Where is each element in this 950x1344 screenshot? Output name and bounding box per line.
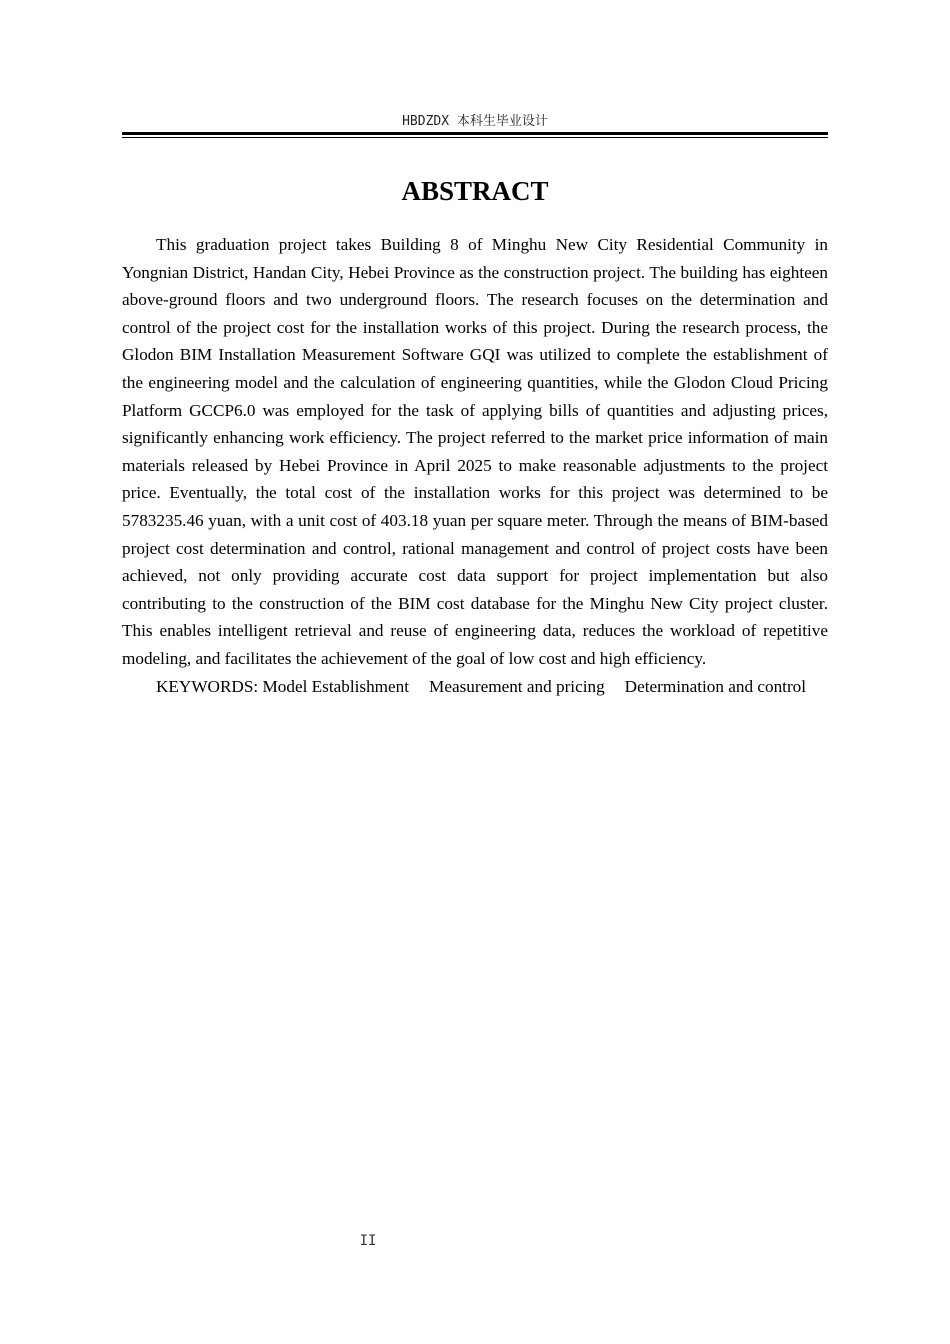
abstract-paragraph: This graduation project takes Building 8 of Minghu New City Residential Community in Yongnian District, Handan City, Hebei Province as the construction project. The building has eighteen above-ground floors and two underground floors. The research focuses on the determination and control of the project cost for the installation works of this project. During the research process, the Glodon BIM Installation Measurement Software GQI was utilized to complete the establishment of the engineering model and the calculation of engineering quantities, while the Glodon Cloud Pricing Platform GCCP6.0 was employed for the task of applying bills of quantities and adjusting prices, significantly enhancing work efficiency. The project referred to the market price information of main materials released by Hebei Province in April 2025 to make reasonable adjustments to the project price. Eventually, the total cost of the installation works for this project was determined to be 5783235.46 yuan, with a unit cost of 403.18 yuan per square meter. Through the means of BIM-based project cost determination and control, rational management and control of project costs have been achieved, not only providing accurate cost data support for project implementation but also contributing to the construction of the BIM cost database for the Minghu New City project cluster. This enables intelligent retrieval and reuse of engineering data, reduces the workload of repetitive modeling, and facilitates the achievement of the goal of low cost and high efficiency. <box>122 235 828 668</box>
page-number: II <box>359 1233 377 1249</box>
header-rule-thin <box>122 137 828 138</box>
abstract-body <box>122 231 828 700</box>
running-header: HBDZDX 本科生毕业设计 <box>402 114 548 129</box>
keyword-item: Determination and control <box>624 676 807 696</box>
keyword-item: Model Establishment <box>262 676 410 696</box>
keywords-label: KEYWORDS: <box>156 676 259 696</box>
abstract-title: ABSTRACT <box>401 176 549 206</box>
header-rule-thick <box>122 132 828 135</box>
keywords-line <box>122 673 828 701</box>
keyword-item: Measurement and pricing <box>429 676 605 696</box>
